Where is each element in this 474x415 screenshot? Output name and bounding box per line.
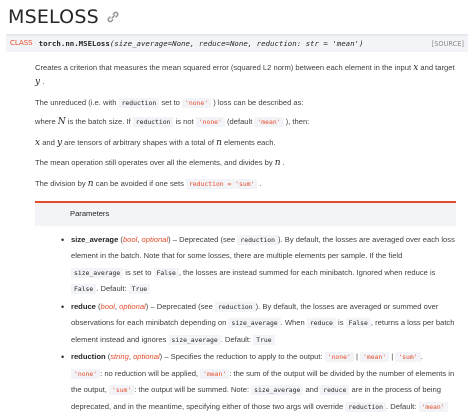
inline-code: reduction	[133, 117, 174, 127]
param-type: string	[110, 352, 129, 362]
text: |	[389, 352, 396, 362]
parameters-heading: Parameters	[35, 203, 456, 226]
text: set to	[159, 98, 183, 107]
page-title: MSELOSS	[8, 5, 99, 28]
text: . Default:	[220, 334, 254, 344]
inline-code: reduce	[307, 318, 336, 328]
text: Creates a criterion that measures the mean squared error (squared L2 norm) between each element in the input	[35, 63, 414, 72]
class-signature	[6, 34, 468, 52]
param-type-link[interactable]: bool	[122, 234, 138, 244]
math-n: n	[216, 137, 222, 148]
inline-code: 'sum'	[395, 352, 420, 362]
param-type-link[interactable]: bool	[100, 301, 115, 311]
text: – Deprecated (see	[170, 234, 238, 244]
inline-code: size_average	[251, 385, 303, 395]
inline-code: reduction	[345, 402, 386, 412]
title-row	[6, 0, 468, 34]
parameters-list	[35, 232, 456, 415]
math-N: N	[57, 116, 66, 127]
text: )	[159, 352, 163, 362]
permalink-icon[interactable]	[106, 10, 120, 24]
text: )	[168, 234, 171, 244]
inline-code: reduce	[320, 385, 349, 395]
inline-code: 'mean'	[254, 117, 283, 127]
tensor-shape-paragraph	[35, 138, 456, 150]
inline-code: size_average	[71, 268, 123, 278]
text: elements each.	[221, 137, 276, 147]
param-optional: optional	[133, 352, 160, 362]
text: can be avoided if one sets	[93, 178, 187, 188]
text: )	[145, 301, 149, 311]
inline-code: size_average	[169, 335, 221, 345]
param-optional: optional	[119, 301, 146, 311]
text: : the output will be summed. Note:	[134, 385, 252, 395]
math-y: y	[56, 137, 63, 148]
doc-body	[6, 61, 468, 415]
inline-code: reduction = 'sum'	[186, 179, 257, 189]
inline-code: 'mean'	[360, 352, 389, 362]
text: ), then:	[283, 116, 310, 126]
text: are in the process of being deprecated, and in the meantime, specifying either of those two args will override	[71, 385, 441, 411]
param-name: reduce	[71, 301, 96, 311]
math-n: n	[274, 158, 281, 169]
param-optional: optional	[141, 234, 169, 244]
description-paragraph	[35, 61, 456, 89]
inline-code: 'none'	[182, 98, 211, 108]
text: : no reduction will be applied,	[100, 368, 201, 378]
param-reduction	[71, 349, 456, 415]
text: (	[105, 352, 111, 362]
text: , the losses are instead summed for each minibatch. Ignored when reduce is	[178, 267, 436, 277]
text: (	[95, 301, 101, 311]
parameters-section	[35, 201, 456, 415]
inline-code: 'none'	[196, 117, 225, 127]
inline-code: reduction	[215, 302, 256, 312]
inline-code: reduction	[237, 235, 278, 245]
param-name: size_average	[71, 234, 119, 244]
text: . Default:	[96, 284, 129, 294]
mean-operation-paragraph	[35, 158, 456, 170]
batch-size-paragraph	[35, 117, 456, 129]
text: are tensors of arbitrary shapes with a total of	[62, 137, 217, 147]
text: (	[118, 234, 123, 244]
inline-code: False	[154, 268, 179, 278]
text: and	[303, 385, 321, 395]
inline-code: 'mean'	[200, 369, 229, 379]
text: ,	[114, 301, 120, 311]
text: ). By default, the losses are averaged over each loss element in the batch. Note that for some losses, there are multiple elements per sample. If the field	[71, 234, 455, 261]
text: The mean operation still operates over all the elements, and divides by	[35, 158, 275, 168]
inline-code: 'mean'	[419, 402, 448, 412]
text: .	[420, 352, 423, 362]
text: . Default:	[386, 401, 419, 411]
text: where	[35, 116, 58, 126]
text: ). By default, the losses are averaged or summed over observations for each minibatch depending on	[71, 301, 439, 328]
param-name: reduction	[71, 352, 106, 362]
source-link[interactable]: [SOURCE]	[431, 39, 464, 48]
text: is the batch size. If	[65, 116, 133, 126]
text: .	[257, 178, 262, 188]
inline-code: True	[253, 335, 274, 345]
text: is not	[173, 116, 196, 126]
class-label: CLASS	[10, 39, 33, 48]
param-reduce	[71, 299, 456, 349]
text: The unreduced (i.e. with	[35, 98, 119, 107]
math-n: n	[87, 178, 94, 189]
division-paragraph	[35, 179, 456, 191]
unreduced-paragraph	[35, 98, 456, 108]
inline-code: True	[129, 284, 150, 294]
math-x: x	[35, 137, 41, 148]
class-name: torch.nn.MSELoss	[38, 39, 110, 49]
text: : the sum of the output will be divided by the number of elements in the output,	[71, 368, 455, 395]
text: is	[335, 318, 346, 328]
inline-code: 'none'	[71, 369, 100, 379]
inline-code: 'none'	[325, 352, 354, 362]
inline-code: False	[71, 284, 96, 294]
text: ,	[137, 234, 142, 244]
text: .	[40, 77, 45, 86]
text: .	[280, 158, 285, 168]
text: – Deprecated (see	[148, 301, 215, 311]
text: (default	[224, 116, 255, 126]
inline-code: size_average	[228, 318, 280, 328]
math-y: y	[35, 77, 41, 87]
inline-code: False	[346, 318, 371, 328]
text: , returns a loss per batch element instead and ignores	[71, 318, 455, 344]
class-params: (size_average=None, reduce=None, reduction: str = 'mean')	[109, 39, 364, 49]
text: and	[40, 137, 57, 147]
text: |	[353, 352, 361, 362]
text: ) loss can be described as:	[211, 98, 304, 107]
inline-code: 'sum'	[109, 385, 134, 395]
signature-text	[39, 39, 364, 49]
math-x: x	[413, 63, 419, 73]
text: ,	[128, 352, 134, 362]
text: The division by	[35, 178, 88, 188]
text: – Specifies the reduction to apply to the output:	[162, 352, 325, 362]
inline-code: reduction	[119, 98, 160, 108]
text: and target	[418, 63, 455, 72]
text: . When	[280, 318, 307, 328]
text: is set to	[123, 267, 154, 277]
param-size-average	[71, 232, 456, 298]
